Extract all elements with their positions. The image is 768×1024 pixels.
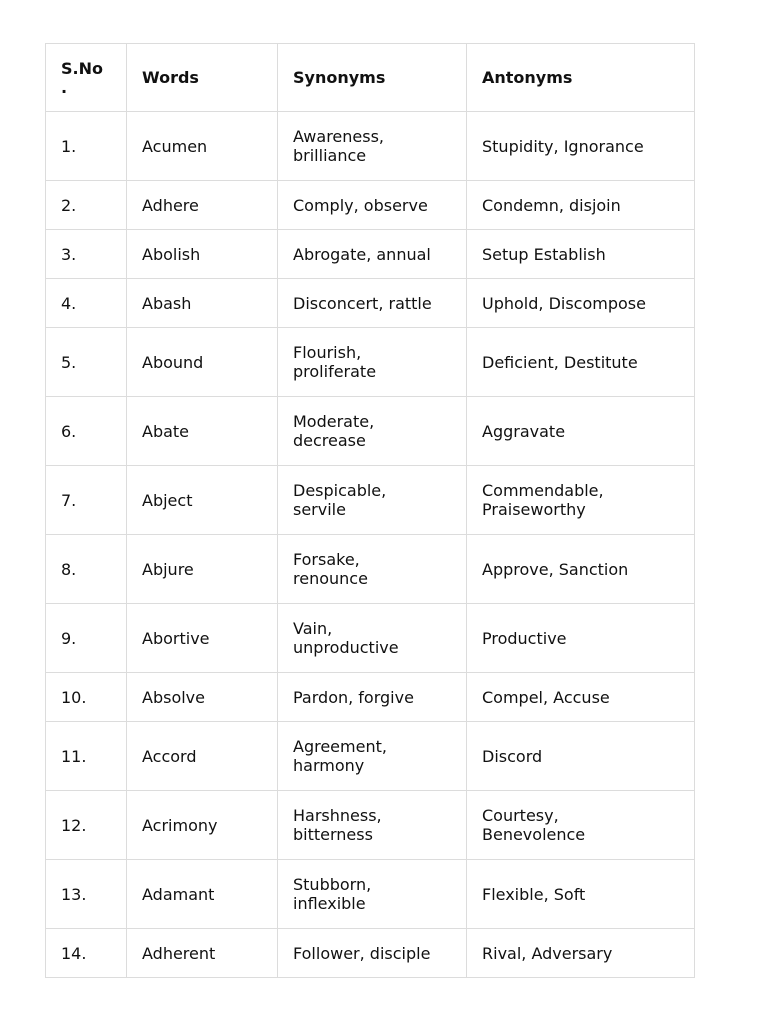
table-row (46, 535, 695, 604)
sno-cell: 3. (46, 230, 127, 279)
synonyms-cell: Flourish, proliferate (278, 328, 467, 397)
synonyms-cell: Vain, unproductive (278, 604, 467, 673)
word-cell: Adherent (127, 929, 278, 978)
word-cell: Abash (127, 279, 278, 328)
word-cell: Abjure (127, 535, 278, 604)
sno-cell: 13. (46, 860, 127, 929)
antonyms-cell: Flexible, Soft (467, 860, 695, 929)
synonyms-cell: Comply, observe (278, 181, 467, 230)
synonyms-cell: Harshness, bitterness (278, 791, 467, 860)
antonyms-cell: Commendable, Praiseworthy (467, 466, 695, 535)
table-row (46, 181, 695, 230)
sno-cell: 4. (46, 279, 127, 328)
antonyms-cell: Compel, Accuse (467, 673, 695, 722)
table-row (46, 466, 695, 535)
word-cell: Abject (127, 466, 278, 535)
antonyms-cell: Productive (467, 604, 695, 673)
table-row (46, 604, 695, 673)
table-row (46, 328, 695, 397)
table-row (46, 673, 695, 722)
synonyms-cell: Agreement, harmony (278, 722, 467, 791)
table-row (46, 722, 695, 791)
table-row (46, 791, 695, 860)
antonyms-cell: Courtesy, Benevolence (467, 791, 695, 860)
sno-cell: 2. (46, 181, 127, 230)
synonyms-cell: Stubborn, inflexible (278, 860, 467, 929)
antonyms-cell: Stupidity, Ignorance (467, 112, 695, 181)
antonyms-cell: Uphold, Discompose (467, 279, 695, 328)
sno-cell: 14. (46, 929, 127, 978)
sno-cell: 12. (46, 791, 127, 860)
table-header-row (46, 44, 695, 112)
word-cell: Accord (127, 722, 278, 791)
antonyms-cell: Deficient, Destitute (467, 328, 695, 397)
sno-cell: 10. (46, 673, 127, 722)
synonyms-cell: Disconcert, rattle (278, 279, 467, 328)
header-sno-line2: . (61, 77, 68, 97)
word-cell: Acrimony (127, 791, 278, 860)
sno-cell: 1. (46, 112, 127, 181)
synonyms-cell: Follower, disciple (278, 929, 467, 978)
header-sno (46, 44, 127, 112)
sno-cell: 8. (46, 535, 127, 604)
word-cell: Abortive (127, 604, 278, 673)
table-row (46, 279, 695, 328)
word-cell: Abate (127, 397, 278, 466)
table-body (46, 112, 695, 978)
header-synonyms: Synonyms (278, 44, 467, 112)
synonyms-cell: Forsake, renounce (278, 535, 467, 604)
sno-cell: 7. (46, 466, 127, 535)
antonyms-cell: Setup Establish (467, 230, 695, 279)
sno-cell: 6. (46, 397, 127, 466)
header-sno-line1: S.No (61, 58, 103, 78)
synonyms-cell: Despicable, servile (278, 466, 467, 535)
table-row (46, 860, 695, 929)
word-cell: Abound (127, 328, 278, 397)
table-row (46, 397, 695, 466)
synonyms-cell: Abrogate, annual (278, 230, 467, 279)
word-cell: Absolve (127, 673, 278, 722)
synonyms-cell: Awareness, brilliance (278, 112, 467, 181)
sno-cell: 9. (46, 604, 127, 673)
word-cell: Abolish (127, 230, 278, 279)
header-words: Words (127, 44, 278, 112)
sno-cell: 5. (46, 328, 127, 397)
word-cell: Adhere (127, 181, 278, 230)
antonyms-cell: Discord (467, 722, 695, 791)
antonyms-cell: Rival, Adversary (467, 929, 695, 978)
synonyms-cell: Pardon, forgive (278, 673, 467, 722)
word-cell: Acumen (127, 112, 278, 181)
antonyms-cell: Approve, Sanction (467, 535, 695, 604)
synonyms-antonyms-table (45, 43, 695, 978)
sno-cell: 11. (46, 722, 127, 791)
antonyms-cell: Condemn, disjoin (467, 181, 695, 230)
antonyms-cell: Aggravate (467, 397, 695, 466)
table-row (46, 230, 695, 279)
table-row (46, 112, 695, 181)
synonyms-cell: Moderate, decrease (278, 397, 467, 466)
table-row (46, 929, 695, 978)
header-antonyms: Antonyms (467, 44, 695, 112)
word-cell: Adamant (127, 860, 278, 929)
